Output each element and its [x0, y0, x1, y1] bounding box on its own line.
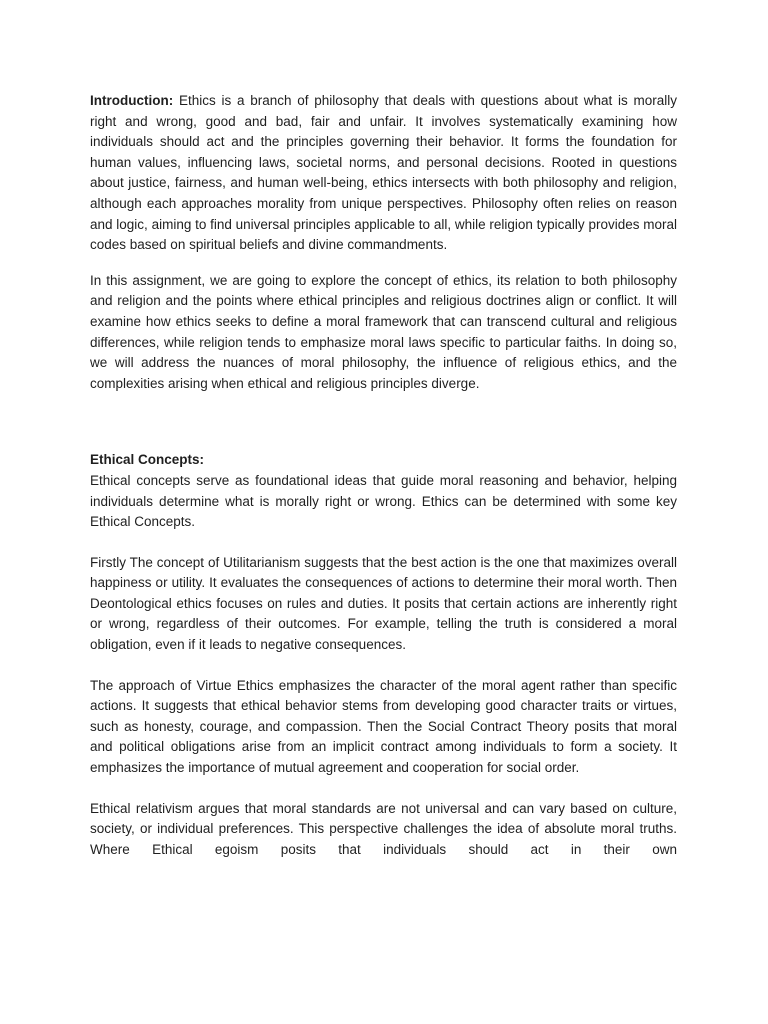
ethical-concepts-paragraph-3: The approach of Virtue Ethics emphasizes the character of the moral agent rather than specific actions. It suggests that ethical behavior stems from developing good character traits or virtues, such as honesty, courage, and compassion. Then the Social Contract Theory posits that moral and political obligations arise from an implicit contract among individuals to form a society. It emphasizes the importance of mutual agreement and cooperation for social order.: [90, 677, 677, 776]
intro-paragraph-1-text: Ethics is a branch of philosophy that deals with questions about what is morally right and wrong, good and bad, fair and unfair. It involves systematically examining how individuals should act and the principles governing their behavior. It forms the foundation for human values, influencing laws, societal norms, and personal decisions. Rooted in questions about justice, fairness, and human well-being, ethics intersects with both philosophy and religion, although each approaches morality from unique perspectives. Philosophy often relies on reason and logic, aiming to find universal principles applicable to all, while religion typically provides moral codes based on spiritual beliefs and divine commandments.: [90, 93, 677, 253]
ethical-concepts-paragraph-4: Ethical relativism argues that moral standards are not universal and can vary based on culture, society, or individual preferences. This perspective challenges the idea of absolute moral truths. Where Ethical egoism posits that individuals should act in their own: [90, 800, 677, 857]
ethical-concepts-paragraph-1: Ethical concepts serve as foundational ideas that guide moral reasoning and behavior, helping individuals determine what is morally right or wrong. Ethics can be determined with some key Ethical Concepts.: [90, 472, 677, 530]
ethical-concepts-paragraph-2: Firstly The concept of Utilitarianism suggests that the best action is the one that maximizes overall happiness or utility. It evaluates the consequences of actions to determine their moral worth. Then Deontological ethics focuses on rules and duties. It posits that certain actions are inherently right or wrong, regardless of their outcomes. For example, telling the truth is considered a moral obligation, even if it leads to negative consequences.: [90, 554, 677, 653]
intro-label: Introduction:: [90, 93, 174, 108]
intro-paragraph-2: In this assignment, we are going to explore the concept of ethics, its relation to both philosophy and religion and the points where ethical principles and religious doctrines align or conflict. It will examine how ethics seeks to define a moral framework that can transcend cultural and religious differences, while religion tends to emphasize moral laws specific to particular faiths. In doing so, we will address the nuances of moral philosophy, the influence of religious ethics, and the complexities arising when ethical and religious principles diverge.: [90, 272, 677, 391]
document-page: [90, 91, 677, 860]
ethical-concepts-heading: Ethical Concepts:: [90, 452, 205, 468]
intro-paragraph-1: [90, 91, 677, 256]
